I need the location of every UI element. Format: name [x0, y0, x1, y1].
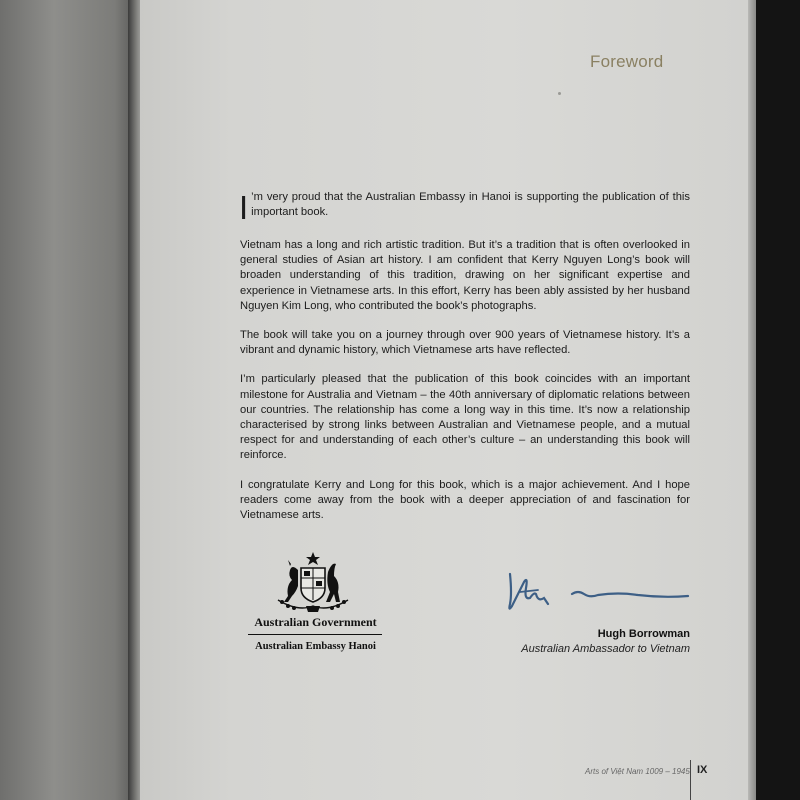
paragraph-1	[240, 190, 690, 224]
paragraph-5: I congratulate Kerry and Long for this book, which is a major achievement. And I hope readers come away from the book with a deeper appreciation of and fascination for Vietnamese arts.	[240, 478, 690, 522]
paragraph-3: The book will take you on a journey through over 900 years of Vietnamese history. It’s a vibrant and dynamic history, which Vietnamese arts have reflected.	[240, 329, 690, 357]
government-name: Australian Government	[254, 615, 377, 629]
footer-divider	[690, 760, 691, 800]
paragraph-4: I’m particularly pleased that the publication of this book coincides with an important milestone for Australia and Vietnam – the 40th anniversary of diplomatic relations between our countries. The relationship has come a long way in this time. It’s now a relationship characterised by strong links between Australian and Vietnamese people, and a mutual respect for and understanding of each other’s culture – an understanding this book will reinforce.	[240, 373, 690, 462]
running-footer: Arts of Việt Nam 1009 – 1945	[585, 767, 690, 776]
page-edge	[748, 0, 756, 800]
signatory-title: Australian Ambassador to Vietnam	[521, 643, 690, 655]
foreword-body	[240, 190, 690, 537]
left-page	[0, 0, 135, 800]
logo-divider	[248, 634, 382, 635]
paragraph-1-text: ’m very proud that the Australian Embassy in Hanoi is supporting the publication of this important book.	[251, 191, 690, 219]
drop-cap: I	[239, 189, 249, 226]
decorative-dot	[558, 92, 561, 95]
signatory-name: Hugh Borrowman	[597, 628, 690, 640]
signature-image	[498, 568, 698, 618]
embassy-name: Australian Embassy Hanoi	[255, 641, 376, 652]
coat-of-arms-icon	[268, 550, 358, 616]
page-number: IX	[697, 764, 708, 776]
page-title: Foreword	[590, 52, 664, 71]
paragraph-2: Vietnam has a long and rich artistic tradition. But it’s a tradition that is often overlooked in general studies of Asian art history. I am confident that Kerry Nguyen Long’s book will broaden understanding of this tradition, drawing on her significant expertise and experience in Vietnamese arts. In this effort, Kerry has been ably assisted by her husband Nguyen Kim Long, who contributed the book’s photographs.	[240, 239, 690, 312]
